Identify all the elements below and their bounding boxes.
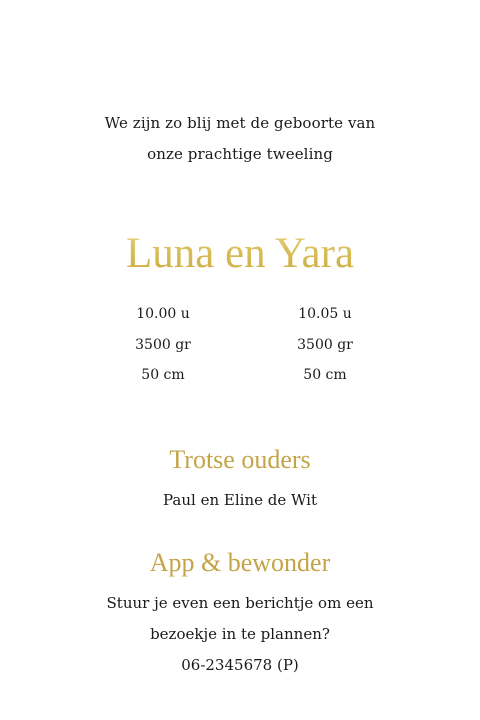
baby-1-details (103, 299, 223, 391)
baby-2-weight: 3500 gr (297, 336, 353, 353)
baby-1-weight: 3500 gr (135, 336, 191, 353)
intro-text (0, 108, 480, 170)
app-text (0, 588, 480, 681)
parents-names-line: Paul en Eline de Wit (163, 491, 317, 509)
intro-line-2: onze prachtige tweeling (147, 145, 333, 163)
baby-2-details (265, 299, 385, 391)
app-line-2: bezoekje in te plannen? (150, 625, 330, 643)
baby-1-length: 50 cm (141, 367, 185, 383)
phone-number: 06-2345678 (P) (181, 656, 299, 674)
app-line-1: Stuur je even een berichtje om een (106, 594, 374, 612)
app-heading: App & bewonder (149, 548, 331, 577)
parents-names (0, 485, 480, 516)
baby-2-time: 10.05 u (298, 306, 352, 322)
intro-line-1: We zijn zo blij met de geboorte van (104, 114, 376, 132)
baby-2-length: 50 cm (303, 367, 347, 383)
parents-heading: Trotse ouders (169, 445, 311, 474)
baby-1-time: 10.00 u (136, 306, 190, 322)
baby-names-title: Luna en Yara (0, 226, 480, 282)
